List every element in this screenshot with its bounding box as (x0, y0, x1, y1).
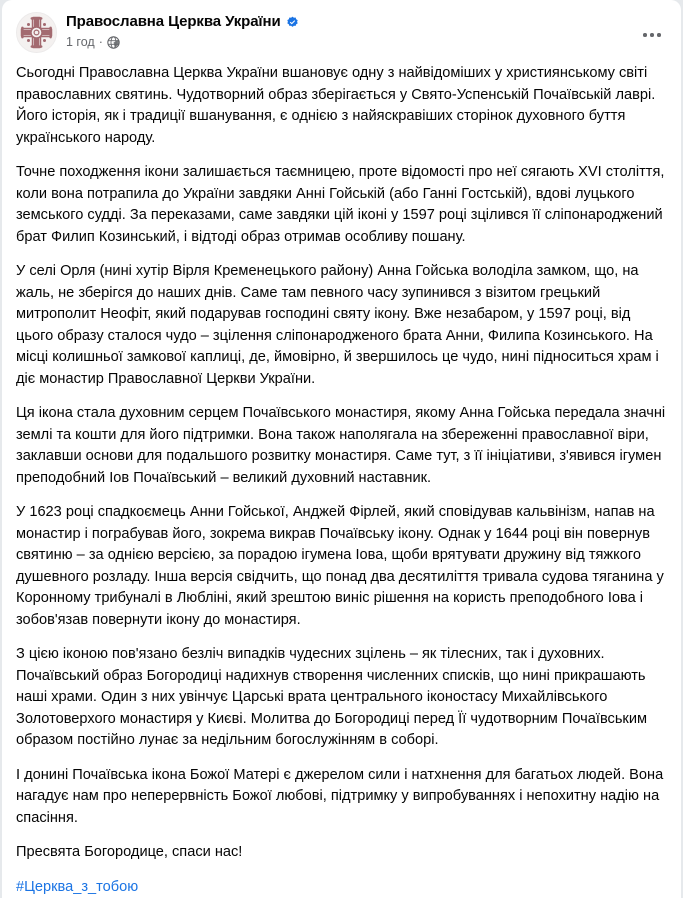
hashtag-line (16, 877, 667, 898)
header-text-block (66, 12, 299, 50)
post-more-options-button[interactable] (636, 19, 668, 51)
post-paragraph: З цією іконою пов'язано безліч випадків чудесних зцілень – як тілесних, так і духовних. Почаївський образ Богородиці надихнув створення численних списків, що нині прикрашають наші храми. Один з них увінчує Царські врата центрального іконостасу Михайлівського Золотоверхого монастиря у Києві. Молитва до Богородиці перед Її чудотворним Почаївським образом постійно лунає за недільним богослужінням в соборі. (16, 644, 667, 752)
ellipsis-horizontal-icon (643, 33, 661, 37)
post-paragraph: У селі Орля (нині хутір Вірля Кременецького району) Анна Гойська володіла замком, що, на жаль, не зберігся до наших днів. Саме там певного часу зупинився з візитом грецький митрополит Неофіт, який подарував господині святу ікону. Вже незабаром, у 1597 році, від цього образу сталося чудо – зцілення сліпонародженого брата Анни, Филипа Козинського. На місці колишньої замкової каплиці, де, ймовірно, й звершилось це чудо, нині підноситься храм і діє монастир Православної Церкви України. (16, 261, 667, 390)
name-row (66, 13, 299, 31)
post-message-body (2, 53, 681, 898)
post-paragraph: У 1623 році спадкоємець Анни Гойської, Анджей Фірлей, який сповідував кальвінізм, напав на монастир і пограбував його, зокрема викрав Почаївську ікону. Однак у 1644 році він повернув святиню – за однією версією, за порадою ігумена Іова, щоби врятувати дружину від тяжкого душевного розладу. Інша версія свідчить, що понад два десятиліття тривала судова тяганина у Коронному трибуналі в Любліні, який зрештою виніс рішення на користь преподобного Іова і зобов'язав повернути ікону до монастиря. (16, 502, 667, 631)
avatar[interactable] (16, 12, 57, 53)
hashtag-link[interactable]: #Церква_з_тобою (16, 879, 138, 895)
page-name[interactable]: Православна Церква України (66, 13, 281, 31)
post-paragraph: Сьогодні Православна Церква України вшановує одну з найвідоміших у християнському світі православних святинь. Чудотворний образ зберігається у Свято-Успенській Почаївській лаврі. Його історія, як і традиції вшанування, є однією з найяскравіших сторінок духовного буття українського народу. (16, 63, 667, 149)
post-paragraph: І донині Почаївська ікона Божої Матері є джерелом сили і натхнення для багатьох людей. Вона нагадує нам про неперервність Божої любові, підтримку у випробуваннях і непохитну надію на спасіння. (16, 765, 667, 830)
globe-icon[interactable] (107, 36, 120, 49)
post-card (2, 0, 681, 898)
meta-separator: · (99, 34, 103, 50)
post-timestamp[interactable]: 1 год (66, 34, 95, 50)
post-paragraph: Точне походження ікони залишається таємницею, проте відомості про неї сягають XVI століття, коли вона потрапила до України завдяки Анні Гойській (або Ганні Гостській), вдові луцького земського судді. За переказами, саме завдяки цій іконі у 1597 році зцілився її сліпонароджений брат Филип Козинський, і відтоді образ отримав особливу пошану. (16, 162, 667, 248)
post-paragraph: Ця ікона стала духовним серцем Почаївського монастиря, якому Анна Гойська передала значні землі та кошти для його підтримки. Вона також наполягала на збереженні православної віри, заклавши основи для подальшого розвитку монастиря. Саме тут, з її ініціативи, з'явився ігумен преподобний Іов Почаївський – великий духовний наставник. (16, 403, 667, 489)
post-paragraph: Пресвята Богородице, спаси нас! (16, 842, 667, 864)
post-meta-row (66, 34, 299, 50)
post-header (2, 0, 681, 53)
verified-badge-icon[interactable] (286, 16, 299, 29)
orthodox-cross-icon (17, 13, 56, 52)
